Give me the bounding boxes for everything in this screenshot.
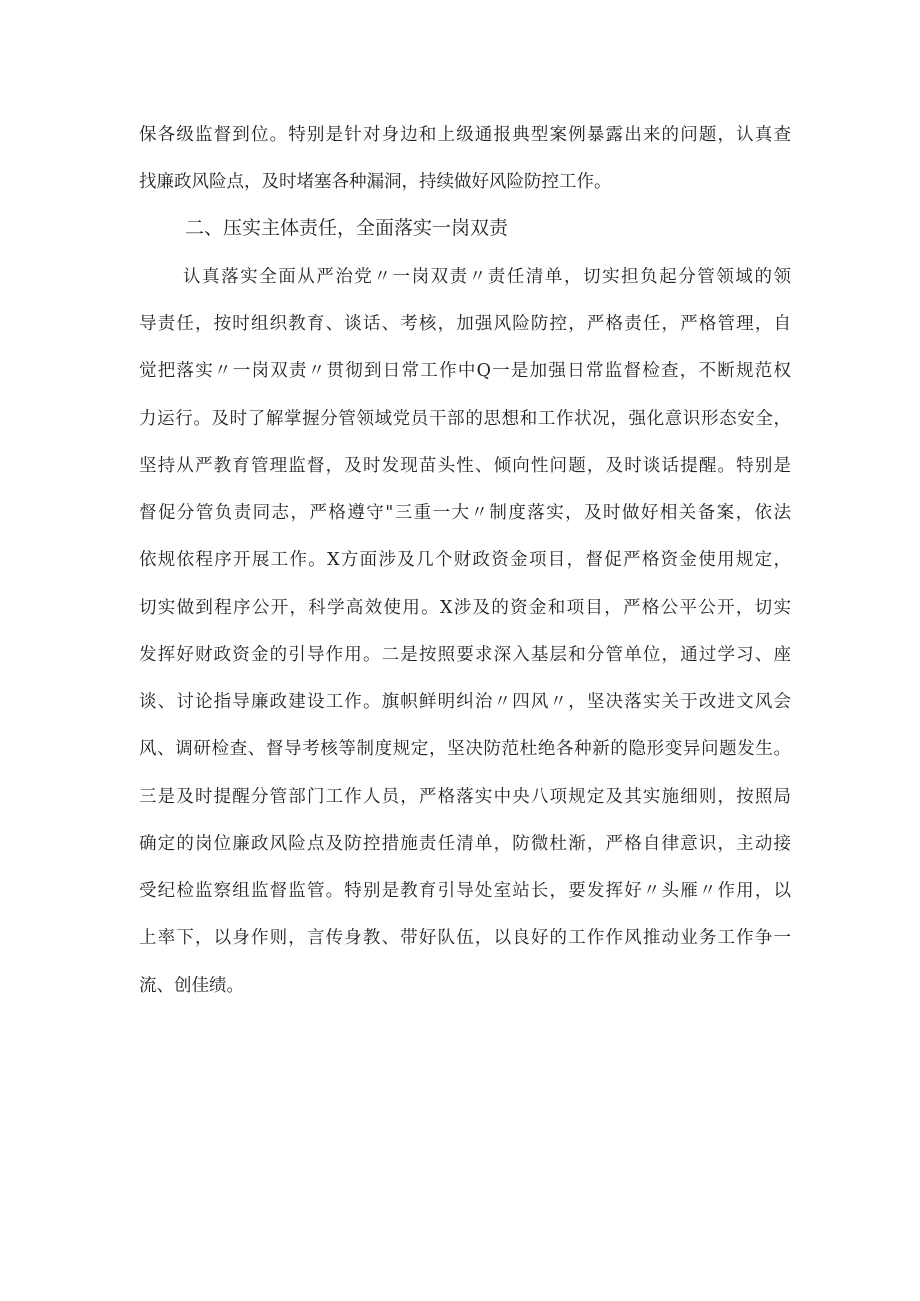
paragraph-line: 督促分管负责同志，严格遵守"三重一大〃制度落实，及时做好相关备案，依法: [139, 503, 791, 523]
paragraph-line: 流、创佳绩。: [139, 976, 244, 996]
paragraph-line: 坚持从严教育管理监督，及时发现苗头性、倾向性问题，及时谈话提醒。特别是: [139, 456, 791, 476]
paragraph-line: 保各级监督到位。特别是针对身边和上级通报典型案例暴露出来的问题，认真查: [139, 125, 791, 145]
paragraph-line: 力运行。及时了解掌握分管领域党员干部的思想和工作状况，强化意识形态安全，: [139, 409, 791, 429]
paragraph-line: 找廉政风险点，及时堵塞各种漏洞，持续做好风险防控工作。: [139, 172, 612, 192]
paragraph-line: 风、调研检查、督导考核等制度规定，坚决防范杜绝各种新的隐形变异问题发生。: [139, 739, 791, 759]
paragraph-line: 上率下，以身作则，言传身教、带好队伍，以良好的工作作风推动业务工作争一: [139, 928, 791, 948]
paragraph-line: 认真落实全面从严治党〃一岗双责〃责任清单，切实担负起分管领域的领: [183, 267, 791, 287]
paragraph-line: 觉把落实〃一岗双责〃贯彻到日常工作中Q一是加强日常监督检查，不断规范权: [139, 361, 791, 381]
paragraph-line: 发挥好财政资金的引导作用。二是按照要求深入基层和分管单位，通过学习、座: [139, 645, 791, 665]
paragraph-line: 依规依程序开展工作。X方面涉及几个财政资金项目，督促严格资金使用规定，: [139, 550, 791, 570]
paragraph-line: 谈、讨论指导廉政建设工作。旗帜鲜明纠治〃四风〃，坚决落实关于改进文风会: [139, 692, 791, 712]
paragraph-line: 切实做到程序公开，科学高效使用。X涉及的资金和项目，严格公平公开，切实: [139, 598, 791, 618]
paragraph-line: 导责任，按时组织教育、谈话、考核，加强风险防控，严格责任，严格管理，自: [139, 314, 791, 334]
section-heading: 二、压实主体责任，全面落实一岗双责: [185, 217, 509, 239]
paragraph-line: 三是及时提醒分管部门工作人员，严格落实中央八项规定及其实施细则，按照局: [139, 787, 791, 807]
paragraph-line: 受纪检监察组监督监管。特别是教育引导处室站长，要发挥好〃头雁〃作用，以: [139, 881, 791, 901]
paragraph-line: 确定的岗位廉政风险点及防控措施责任清单，防微杜渐，严格自律意识，主动接: [139, 834, 791, 854]
